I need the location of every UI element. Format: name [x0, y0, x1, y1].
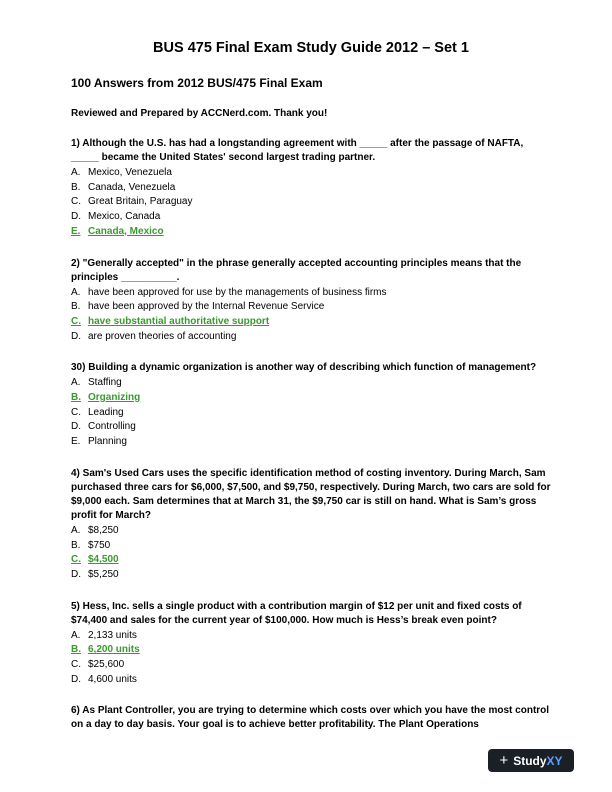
option-text: 6,200 units	[88, 644, 140, 656]
question-text: 4) Sam's Used Cars uses the specific identification method of costing inventory. During March, Sam purchased three cars for $6,000, $7,500, and $9,750, respectively. During March, two cars are sold for $9,000 each. Sam determines that at March 31, the $9,750 car is still on hand. What is Sam’s gross profit for March?	[71, 467, 551, 521]
question-block	[71, 467, 551, 583]
answer-option-correct	[71, 643, 551, 658]
option-text: Planning	[88, 436, 127, 448]
option-letter: E.	[71, 436, 81, 448]
badge-text-xy: XY	[546, 753, 563, 768]
answer-option	[71, 376, 551, 391]
answer-option-correct	[71, 391, 551, 406]
option-letter: D.	[71, 568, 81, 580]
answer-option	[71, 524, 551, 539]
option-text: have been approved by the Internal Revenue Service	[88, 301, 325, 313]
question-text: 5) Hess, Inc. sells a single product with a contribution margin of $12 per unit and fixed costs of $74,400 and sales for the current year of $100,000. How much is Hess’s break even point?	[71, 600, 522, 626]
option-letter: C.	[71, 554, 81, 566]
option-text: Canada, Venezuela	[88, 181, 176, 193]
option-text: $5,250	[88, 568, 119, 580]
option-letter: A.	[71, 286, 81, 298]
badge-text-study: Study	[513, 753, 547, 768]
option-letter: C.	[71, 406, 81, 418]
answer-option	[71, 300, 551, 315]
option-text: $25,600	[88, 659, 125, 671]
option-text: have substantial authoritative support	[88, 315, 270, 327]
option-text: 2,133 units	[88, 629, 137, 641]
answer-option	[71, 166, 551, 181]
option-letter: D.	[71, 330, 81, 342]
option-text: Organizing	[88, 392, 141, 404]
document-page	[71, 40, 551, 749]
option-letter: B.	[71, 644, 81, 656]
option-text: Great Britain, Paraguay	[88, 196, 193, 208]
document-subtitle: 100 Answers from 2012 BUS/475 Final Exam	[71, 76, 323, 90]
question-block	[71, 257, 551, 345]
answer-option-correct	[71, 225, 551, 240]
option-text: Controlling	[88, 421, 136, 433]
answer-option	[71, 568, 551, 583]
answer-option	[71, 673, 551, 688]
answer-option	[71, 286, 551, 301]
answer-option	[71, 539, 551, 554]
option-letter: C.	[71, 659, 81, 671]
option-text: Mexico, Venezuela	[88, 167, 172, 178]
option-letter: D.	[71, 673, 81, 685]
option-letter: C.	[71, 196, 81, 208]
option-text: Leading	[88, 406, 124, 418]
option-text: $4,500	[88, 554, 119, 566]
question-text: 30) Building a dynamic organization is another way of describing which function of management?	[71, 362, 537, 374]
option-text: have been approved for use by the managements of business firms	[88, 286, 387, 298]
option-letter: A.	[71, 377, 81, 389]
answer-option	[71, 181, 551, 196]
option-letter: D.	[71, 421, 81, 433]
option-letter: D.	[71, 211, 81, 223]
answer-option	[71, 195, 551, 210]
answer-option	[71, 629, 551, 644]
question-text: 6) As Plant Controller, you are trying to determine which costs over which you have the most control on a day to day basis. Your goal is to achieve better profitability. The Plant Operations	[71, 705, 550, 731]
option-letter: A.	[71, 629, 81, 641]
answer-option	[71, 406, 551, 421]
option-letter: B.	[71, 392, 81, 404]
option-text: Mexico, Canada	[88, 211, 161, 223]
question-block	[71, 137, 551, 240]
plus-icon: +	[499, 752, 509, 769]
answer-option	[71, 210, 551, 225]
option-text: $8,250	[88, 524, 119, 536]
answer-option	[71, 330, 551, 345]
option-letter: B.	[71, 301, 81, 313]
answer-option-correct	[71, 315, 551, 330]
answer-option	[71, 420, 551, 435]
answer-option-correct	[71, 553, 551, 568]
option-letter: C.	[71, 315, 81, 327]
question-text: 1) Although the U.S. has had a longstanding agreement with _____ after the passage of NAFTA, _____ became the United States' second largest trading partner.	[71, 138, 524, 163]
option-letter: B.	[71, 181, 81, 193]
question-block	[71, 704, 551, 732]
question-block	[71, 600, 551, 688]
option-letter: A.	[71, 524, 81, 536]
option-letter: A.	[71, 167, 81, 178]
option-text: Staffing	[88, 377, 122, 389]
question-list	[71, 137, 551, 732]
document-title: BUS 475 Final Exam Study Guide 2012 – Set 1	[153, 40, 469, 56]
option-letter: B.	[71, 539, 81, 551]
option-letter: E.	[71, 225, 81, 237]
answer-option	[71, 435, 551, 450]
option-text: $750	[88, 539, 111, 551]
option-text: 4,600 units	[88, 673, 137, 685]
answer-option	[71, 658, 551, 673]
question-block	[71, 361, 551, 450]
question-text: 2) "Generally accepted" in the phrase generally accepted accounting principles means that the principles __________.	[71, 257, 522, 283]
option-text: Canada, Mexico	[88, 225, 164, 237]
reviewed-note: Reviewed and Prepared by ACCNerd.com. Thank you!	[71, 108, 328, 119]
option-text: are proven theories of accounting	[88, 330, 237, 342]
studyxy-badge[interactable]	[488, 749, 574, 772]
